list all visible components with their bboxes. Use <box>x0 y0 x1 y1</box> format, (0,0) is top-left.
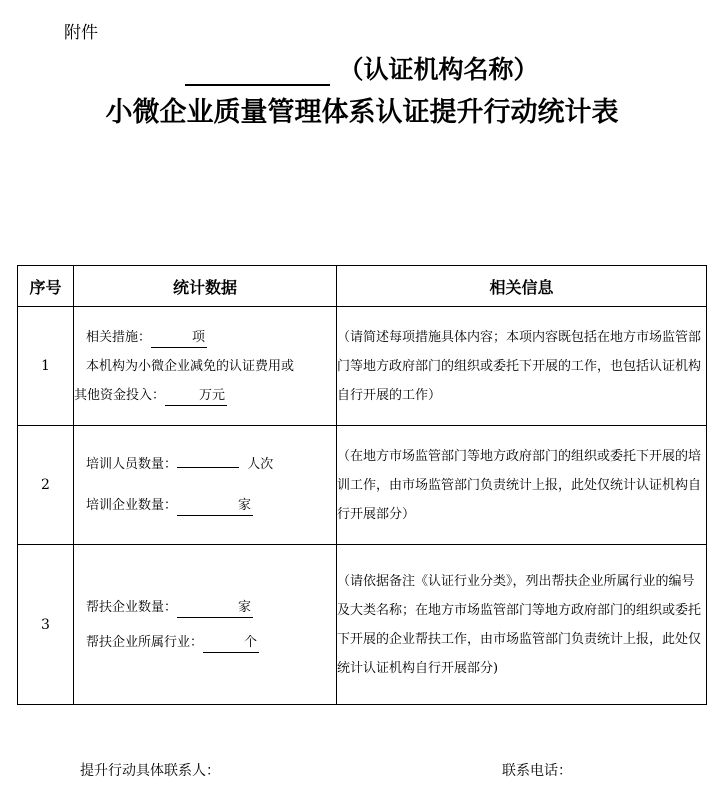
phone-label: 联系电话： <box>502 763 572 779</box>
row-number: 1 <box>18 307 74 426</box>
measures-label: 相关措施： <box>86 329 152 345</box>
header-data: 统计数据 <box>74 266 337 307</box>
row-number: 2 <box>18 426 74 545</box>
trained-companies-unit: 家 <box>238 498 252 513</box>
assisted-companies-unit: 家 <box>238 599 252 615</box>
attachment-label: 附件 <box>64 23 98 43</box>
contact-person-label: 提升行动具体联系人： <box>80 763 220 779</box>
title-line-1 <box>0 50 724 86</box>
trained-companies-line <box>74 491 336 520</box>
info-cell: （请依据备注《认证行业分类》，列出帮扶企业所属行业的编号及大类名称；在地方市场监管部门等地方政府部门的组织或委托下开展的企业帮扶工作，由市场监管部门负责统计上报，此处仅统计认证机构自行开展部分) <box>337 545 707 705</box>
industries-blank <box>203 634 259 653</box>
trainees-line <box>74 450 336 479</box>
data-cell <box>74 426 337 545</box>
data-cell <box>74 307 337 426</box>
measures-unit: 项 <box>192 329 206 345</box>
trainees-blank <box>177 467 239 468</box>
trainees-label: 培训人员数量： <box>86 457 178 472</box>
table-row <box>18 426 707 545</box>
data-cell <box>74 545 337 705</box>
funding-line <box>74 381 336 410</box>
assisted-companies-line <box>74 593 336 622</box>
industries-unit: 个 <box>244 634 258 650</box>
assisted-companies-blank <box>177 599 253 618</box>
trainees-unit: 人次 <box>247 457 274 472</box>
assisted-companies-label: 帮扶企业数量： <box>86 599 178 615</box>
trained-companies-label: 培训企业数量： <box>86 498 178 513</box>
info-cell: （在地方市场监管部门等地方政府部门的组织或委托下开展的培训工作，由市场监管部门负责统计上报，此处仅统计认证机构自行开展部分） <box>337 426 707 545</box>
table-row <box>18 545 707 705</box>
header-info: 相关信息 <box>337 266 707 307</box>
table-row <box>18 307 707 426</box>
funding-label: 其他资金投入： <box>74 387 166 403</box>
statistics-table <box>17 265 707 705</box>
page-title: 小微企业质量管理体系认证提升行动统计表 <box>105 97 619 128</box>
measures-line <box>74 323 336 352</box>
fee-reduction-line: 本机构为小微企业减免的认证费用或 <box>86 358 295 374</box>
info-cell: （请简述每项措施具体内容；本项内容既包括在地方市场监管部门等地方政府部门的组织或委托下开展的工作，也包括认证机构自行开展的工作） <box>337 307 707 426</box>
funding-unit: 万元 <box>199 387 226 403</box>
table-header-row <box>18 266 707 307</box>
row-number: 3 <box>18 545 74 705</box>
trained-companies-blank <box>177 497 253 516</box>
measures-blank <box>151 329 207 348</box>
header-no: 序号 <box>18 266 74 307</box>
funding-blank <box>165 387 227 406</box>
institution-name-blank <box>185 58 330 86</box>
industries-line <box>74 628 336 657</box>
title-line-1-text: （认证机构名称） <box>338 55 539 84</box>
industries-label: 帮扶企业所属行业： <box>86 634 204 650</box>
